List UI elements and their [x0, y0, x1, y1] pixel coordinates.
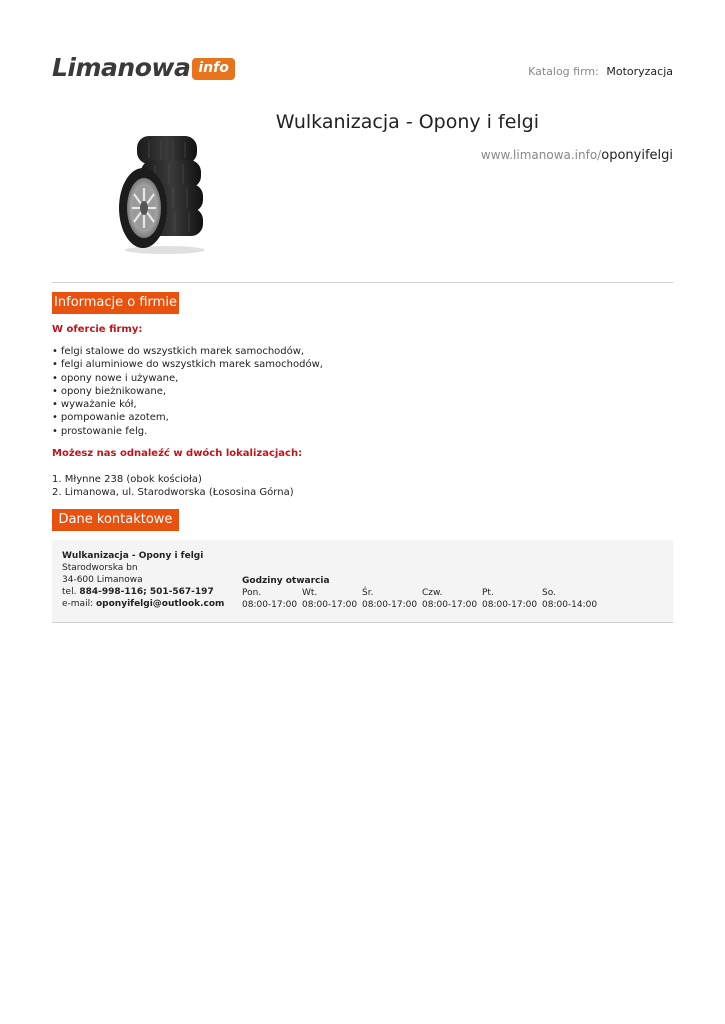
- list-item: 1. Młynne 238 (obok kościoła): [52, 474, 202, 485]
- phone-label: tel.: [62, 587, 77, 597]
- day-time: 08:00-17:00: [242, 600, 298, 610]
- day-label: Wt.: [302, 588, 318, 598]
- hours-day: [362, 587, 422, 611]
- day-label: Pt.: [482, 588, 494, 598]
- logo-badge: info: [192, 58, 234, 80]
- url-slug: oponyifelgi: [601, 148, 673, 163]
- list-item: 2. Limanowa, ul. Starodworska (Łososina Górna): [52, 487, 294, 499]
- catalog-category-link[interactable]: Motoryzacja: [606, 65, 673, 78]
- email-link[interactable]: oponyifelgi@outlook.com: [95, 599, 225, 609]
- company-url[interactable]: [481, 148, 673, 163]
- day-time: 08:00-17:00: [302, 600, 358, 610]
- section-header-info: Informacje o firmie: [52, 292, 179, 314]
- street-address: Starodworska bn: [62, 563, 138, 573]
- city-address: 34-600 Limanowa: [62, 575, 143, 585]
- site-logo[interactable]: [52, 52, 235, 84]
- email-line: [62, 598, 224, 610]
- offer-heading: W ofercie firmy:: [52, 324, 143, 335]
- header-divider: [52, 282, 673, 283]
- email-label: e-mail:: [62, 599, 94, 609]
- list-item: • wyważanie kół,: [52, 398, 323, 411]
- list-item: • felgi aluminiowe do wszystkich marek samochodów,: [52, 358, 323, 371]
- contact-details: [62, 550, 224, 610]
- company-name: Wulkanizacja - Opony i felgi: [62, 551, 204, 561]
- list-item: • opony nowe i używane,: [52, 372, 323, 385]
- day-label: Pon.: [242, 588, 262, 598]
- day-label: So.: [542, 588, 556, 598]
- day-label: Śr.: [362, 588, 374, 598]
- day-time: 08:00-17:00: [362, 600, 418, 610]
- catalog-breadcrumb: [528, 65, 673, 78]
- list-item: • felgi stalowe do wszystkich marek samochodów,: [52, 345, 323, 358]
- hours-day: [302, 587, 362, 611]
- list-item: • prostowanie felg.: [52, 425, 323, 438]
- locations-heading: Możesz nas odnaleźć w dwóch lokalizacjach:: [52, 448, 303, 459]
- list-item: • pompowanie azotem,: [52, 411, 323, 424]
- day-label: Czw.: [422, 588, 443, 598]
- section-header-contact: Dane kontaktowe: [52, 509, 179, 531]
- day-time: 08:00-17:00: [482, 600, 538, 610]
- offer-list: [52, 345, 323, 438]
- hours-day: [242, 587, 302, 611]
- page-title: Wulkanizacja - Opony i felgi: [275, 111, 539, 133]
- url-prefix: www.limanowa.info/: [480, 148, 602, 162]
- logo-text: Limanowa: [52, 53, 191, 82]
- opening-hours: [242, 575, 602, 611]
- catalog-label: Katalog firm:: [528, 65, 599, 78]
- phone-number[interactable]: 884-998-116; 501-567-197: [79, 587, 214, 597]
- day-time: 08:00-14:00: [542, 600, 598, 610]
- contact-box: [52, 540, 673, 623]
- list-item: • opony bieżnikowane,: [52, 385, 323, 398]
- opening-hours-title: Godziny otwarcia: [242, 576, 330, 586]
- day-time: 08:00-17:00: [422, 600, 478, 610]
- hours-day: [482, 587, 542, 611]
- hours-day: [422, 587, 482, 611]
- tire-stack-icon: [115, 132, 209, 256]
- opening-hours-grid: [242, 587, 602, 611]
- locations-list: [52, 473, 294, 500]
- phone-line: [62, 586, 224, 598]
- hours-day: [542, 587, 602, 611]
